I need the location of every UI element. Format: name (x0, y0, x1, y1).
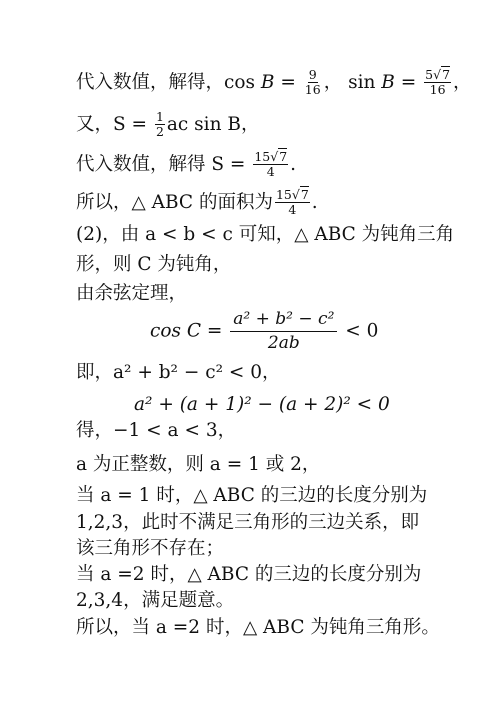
line-cosine-rule: 由余弦定理， (76, 283, 188, 304)
line-case-a2-sides: 2,3,4，满足题意。 (76, 590, 235, 611)
sin-num-radicand: 7 (442, 67, 451, 82)
line-inequality: 即，a² + b² − c² < 0， (76, 362, 281, 383)
line-area-formula (76, 110, 259, 140)
equals-sign-2: = (394, 71, 423, 93)
line-final-conclusion: 所以，当 a =2 时，△ ABC 为钝角三角形。 (76, 617, 440, 638)
eq1-rhs: < 0 (339, 320, 379, 342)
line-positive-integer: a 为正整数，则 a = 1 或 2， (76, 454, 321, 475)
equals-sign: = (274, 71, 302, 93)
line-area-value (76, 150, 296, 180)
line-1-prefix: 代入数值，解得， (76, 71, 225, 93)
equation-substituted: a² + (a + 1)² − (a + 2)² < 0 (134, 394, 390, 415)
equation-cos-c (150, 308, 378, 355)
area-num-radicand: 7 (279, 149, 288, 164)
eq1-denominator: 2ab (267, 332, 300, 353)
sin-num-coef: 5 (425, 67, 434, 82)
sin-label: sin (348, 71, 376, 93)
line-4-end: . (311, 191, 318, 213)
area-numerator: 15√7 (254, 149, 288, 164)
line-2-prefix: 又，S = (76, 113, 153, 135)
line-3-end: . (290, 153, 297, 175)
area-num-coef: 15 (254, 149, 271, 164)
eq1-numerator: a² + b² − c² (230, 308, 337, 332)
sin-denominator: 16 (429, 82, 446, 98)
line-2-suffix: ac sin B， (166, 113, 260, 135)
half-denominator: 2 (155, 124, 164, 140)
cos-label: cos (224, 71, 256, 93)
sin-fraction (424, 68, 451, 98)
area-fraction (253, 150, 288, 180)
cos-var: B (260, 71, 275, 93)
line-part2-intro: (2)，由 a < b < c 可知，△ ABC 为钝角三角 (76, 224, 455, 245)
line-case-a2: 当 a =2 时，△ ABC 的三边的长度分别为 (76, 564, 422, 585)
cos-denominator: 16 (304, 82, 321, 98)
line-4-prefix: 所以，△ ABC 的面积为 (76, 191, 273, 213)
line-case-a1: 当 a = 1 时，△ ABC 的三边的长度分别为 (76, 485, 428, 506)
sin-var: B (381, 71, 395, 93)
line-case-a1-conclusion: 该三角形不存在； (76, 538, 225, 559)
line-1-end: ， (453, 71, 472, 93)
half-fraction (155, 110, 165, 140)
cos-fraction (304, 68, 322, 98)
line-range: 得，−1 < a < 3， (76, 420, 237, 441)
half-numerator: 1 (155, 109, 164, 124)
line-3-prefix: 代入数值，解得 S = (76, 153, 252, 175)
area-denominator: 4 (266, 164, 275, 180)
area-num-coef-2: 15 (275, 187, 292, 202)
eq1-lhs: cos C = (150, 320, 229, 342)
area-denominator-2: 4 (288, 202, 297, 218)
separator: ， (323, 71, 349, 93)
line-case-a1-sides: 1,2,3，此时不满足三角形的三边关系，即 (76, 512, 420, 533)
line-cos-sin-values (76, 68, 472, 98)
line-c-obtuse: 形，则 C 为钝角， (76, 254, 232, 275)
area-num-radicand-2: 7 (300, 187, 309, 202)
area-fraction-2 (275, 188, 310, 218)
sin-numerator: 5√7 (425, 67, 451, 82)
line-area-conclusion (76, 188, 318, 218)
cos-numerator: 9 (308, 67, 317, 82)
area-numerator-2: 15√7 (275, 187, 309, 202)
eq1-fraction (230, 308, 337, 355)
